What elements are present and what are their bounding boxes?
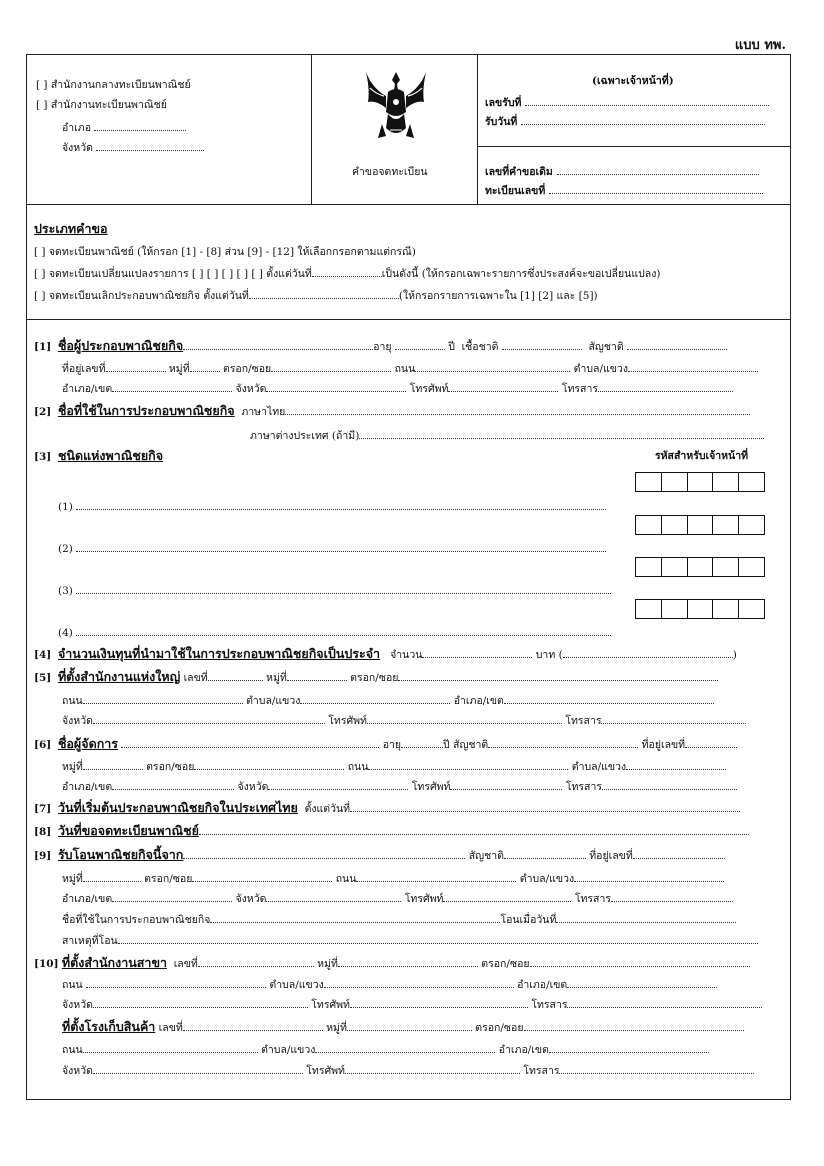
receipt-date-field[interactable]: รับวันที่ xyxy=(485,114,765,129)
section-10-contact[interactable]: จังหวัด โทรศัพท์ โทรสาร xyxy=(62,997,762,1012)
business-type-4[interactable]: (4) xyxy=(58,625,611,640)
changwat-field[interactable]: จังหวัด xyxy=(62,140,204,155)
section-6[interactable]: [6] ชื่อผู้จัดการ อายุ ปี สัญชาติ ที่อยู่เลขที่ xyxy=(34,737,737,752)
section-9[interactable]: [9] รับโอนพาณิชยกิจนี้จาก สัญชาติ ที่อยู่เลขที่ xyxy=(34,848,725,863)
garuda-emblem-icon xyxy=(360,66,432,148)
officer-code-box[interactable] xyxy=(635,515,765,535)
section-9-contact[interactable]: อำเภอ/เขต จังหวัด โทรศัพท์ โทรสาร xyxy=(62,891,733,906)
type-change-option[interactable]: [ ] จดทะเบียนเปลี่ยนแปลงรายการ [ ] [ ] [ ] [ ] [ ] ตั้งแต่วันที่ เป็นดังนี้ (ให้กรอกเฉพาะรายการซึ่งประสงค์จะขอเปลี่ยนแปลง) xyxy=(34,268,661,280)
section-3: [3] ชนิดแห่งพาณิชยกิจ xyxy=(34,448,164,463)
section-4[interactable]: [4] จำนวนเงินทุนที่นำมาใช้ในการประกอบพาณิชยกิจเป็นประจำ จำนวน บาท ( ) xyxy=(34,646,737,661)
section-7[interactable]: [7] วันที่เริ่มต้นประกอบพาณิชยกิจในประเทศไทย ตั้งแต่วันที่ xyxy=(34,801,740,816)
divider xyxy=(477,54,478,204)
receipt-no-field[interactable]: เลขรับที่ xyxy=(485,95,769,110)
section-10[interactable]: [10] ที่ตั้งสำนักงานสาขา เลขที่ หมู่ที่ ตรอก/ซอย xyxy=(34,956,750,971)
section-6-address[interactable]: หมู่ที่ ตรอก/ซอย ถนน ตำบล/แขวง xyxy=(62,759,726,774)
section-5-contact[interactable]: จังหวัด โทรศัพท์ โทรสาร xyxy=(62,713,746,728)
business-type-1[interactable]: (1) xyxy=(58,499,606,514)
section-5-address[interactable]: ถนน ตำบล/แขวง อำเภอ/เขต xyxy=(62,693,714,708)
section-5[interactable]: [5] ที่ตั้งสำนักงานแห่งใหญ่ เลขที่ หมู่ที่ ตรอก/ซอย xyxy=(34,670,718,685)
officer-code-box[interactable] xyxy=(635,557,765,577)
officer-only-label: (เฉพาะเจ้าหน้าที่) xyxy=(592,75,674,87)
business-type-2[interactable]: (2) xyxy=(58,541,606,556)
office-central-option[interactable]: [ ] สำนักงานกลางทะเบียนพาณิชย์ xyxy=(36,79,191,91)
office-option[interactable]: [ ] สำนักงานทะเบียนพาณิชย์ xyxy=(36,99,167,111)
warehouse-address[interactable]: ถนน ตำบล/แขวง อำเภอ/เขต xyxy=(62,1042,709,1057)
divider xyxy=(26,204,791,205)
officer-code-label: รหัสสำหรับเจ้าหน้าที่ xyxy=(655,450,749,462)
section-9-reason[interactable]: สาเหตุที่โอน xyxy=(62,933,758,948)
section-1[interactable]: [1] ชื่อผู้ประกอบพาณิชยกิจ อายุ ปี เชื้อชาติ สัญชาติ xyxy=(34,339,727,354)
old-request-field[interactable]: เลขที่คำขอเดิม xyxy=(485,164,759,179)
warehouse-contact[interactable]: จังหวัด โทรศัพท์ โทรสาร xyxy=(62,1063,754,1078)
section-1-contact[interactable]: อำเภอ/เขต จังหวัด โทรศัพท์ โทรสาร xyxy=(62,381,733,396)
section-2-foreign[interactable]: ภาษาต่างประเทศ (ถ้ามี) xyxy=(250,428,764,443)
section-10-address[interactable]: ถนน ตำบล/แขวง อำเภอ/เขต xyxy=(62,977,717,992)
form-title: คำขอจดทะเบียน xyxy=(352,166,428,178)
type-cancel-option[interactable]: [ ] จดทะเบียนเลิกประกอบพาณิชยกิจ ตั้งแต่วันที่ (ให้กรอกรายการเฉพาะใน [1] [2] และ [5]) xyxy=(34,290,598,302)
section-9-trade-name[interactable]: ชื่อที่ใช้ในการประกอบพาณิชยกิจ โอนเมื่อวันที่ xyxy=(62,912,736,927)
divider xyxy=(311,54,312,204)
type-register-option[interactable]: [ ] จดทะเบียนพาณิชย์ (ให้กรอก [1] - [8] ส่วน [9] - [12] ให้เลือกกรอกตามแต่กรณี) xyxy=(34,246,416,258)
officer-code-box[interactable] xyxy=(635,472,765,492)
divider xyxy=(477,146,791,147)
business-type-3[interactable]: (3) xyxy=(58,583,611,598)
warehouse-section[interactable]: ที่ตั้งโรงเก็บสินค้า เลขที่ หมู่ที่ ตรอก/ซอย xyxy=(62,1020,744,1035)
section-2[interactable]: [2] ชื่อที่ใช้ในการประกอบพาณิชยกิจ ภาษาไทย xyxy=(34,404,750,419)
section-8[interactable]: [8] วันที่ขอจดทะเบียนพาณิชย์ xyxy=(34,824,749,839)
divider xyxy=(26,319,791,320)
section-9-address[interactable]: หมู่ที่ ตรอก/ซอย ถนน ตำบล/แขวง xyxy=(62,871,724,886)
form-code: แบบ ทพ. xyxy=(734,38,786,53)
officer-code-box[interactable] xyxy=(635,599,765,619)
amphoe-field[interactable]: อำเภอ xyxy=(62,120,186,135)
section-1-address[interactable]: ที่อยู่เลขที่ หมู่ที่ ตรอก/ซอย ถนน ตำบล/แขวง xyxy=(62,361,758,376)
request-type-heading: ประเภทคำขอ xyxy=(34,221,108,236)
reg-no-field[interactable]: ทะเบียนเลขที่ xyxy=(485,183,763,198)
section-6-contact[interactable]: อำเภอ/เขต จังหวัด โทรศัพท์ โทรสาร xyxy=(62,779,737,794)
